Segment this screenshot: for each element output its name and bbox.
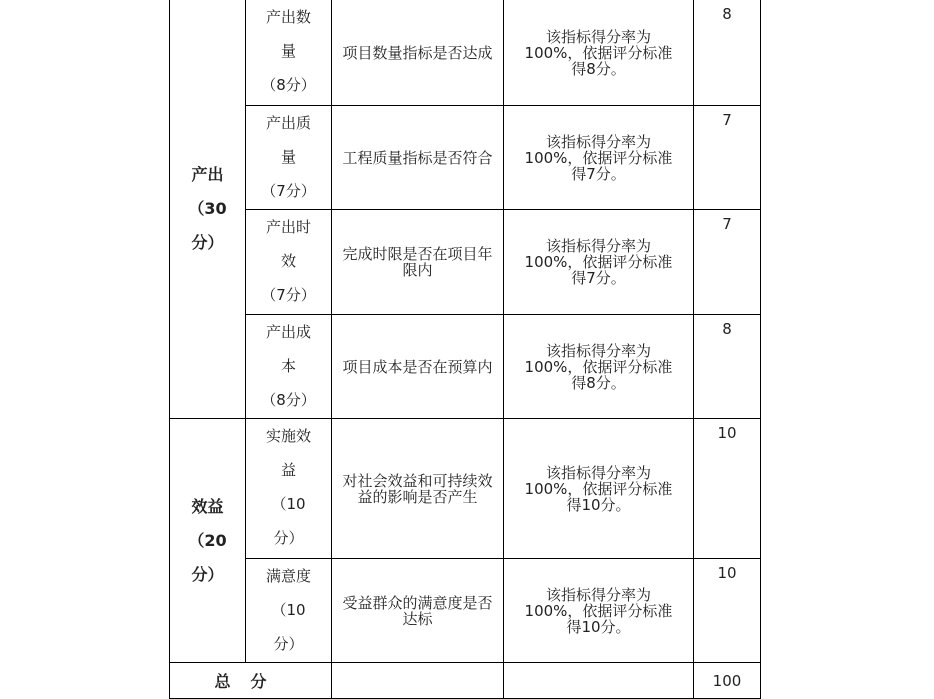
indicator-cell: 受益群众的满意度是否达标 — [332, 559, 504, 663]
subcategory-cell — [246, 106, 332, 210]
category-output-cell — [170, 0, 246, 419]
subcategory-cell — [246, 419, 332, 559]
standard-line: 该指标得分率为 — [545, 132, 651, 151]
subcategory-line: 实施效 — [265, 427, 311, 445]
standard-line: 100%，依据评分标准 — [524, 601, 673, 620]
standard-line: 100%，依据评分标准 — [524, 148, 673, 167]
standard-cell — [504, 210, 694, 315]
table-row — [170, 419, 761, 559]
total-row — [170, 663, 761, 699]
category-suffix: 分） — [191, 233, 224, 252]
table-row — [170, 559, 761, 663]
subcategory-line: （7分） — [261, 286, 316, 304]
indicator-cell: 对社会效益和可持续效益的影响是否产生 — [332, 419, 504, 559]
subcategory-cell — [246, 210, 332, 315]
indicator-cell: 项目数量指标是否达成 — [332, 0, 504, 106]
total-label: 总分 — [170, 663, 332, 699]
subcategory-line: 效 — [280, 252, 296, 270]
score-cell: 8 — [694, 315, 761, 419]
subcategory-line: （8分） — [261, 391, 316, 409]
score-cell: 7 — [694, 210, 761, 315]
standard-cell — [504, 419, 694, 559]
standard-line: 100%，依据评分标准 — [524, 253, 673, 271]
standard-line: 该指标得分率为 — [545, 585, 651, 604]
score-cell: 8 — [694, 0, 761, 106]
standard-line: 该指标得分率为 — [545, 341, 651, 360]
table-row — [170, 315, 761, 419]
subcategory-line: （10 — [271, 601, 306, 619]
category-points: （20 — [188, 530, 227, 550]
subcategory-line: 量 — [280, 42, 296, 60]
standard-cell — [504, 315, 694, 419]
standard-line: 100%，依据评分标准 — [524, 43, 673, 62]
indicator-cell: 项目成本是否在预算内 — [332, 315, 504, 419]
standard-line: 得7分。 — [571, 164, 626, 183]
category-suffix: 分） — [191, 564, 224, 584]
subcategory-line: 产出时 — [265, 218, 311, 236]
subcategory-line: 产出成 — [265, 323, 311, 341]
score-cell: 10 — [694, 559, 761, 663]
category-points: （30 — [188, 199, 227, 218]
total-score: 100 — [694, 663, 761, 699]
standard-line: 该指标得分率为 — [545, 27, 651, 46]
subcategory-line: （7分） — [261, 182, 316, 200]
score-cell: 10 — [694, 419, 761, 559]
indicator-cell: 工程质量指标是否符合 — [332, 106, 504, 210]
total-empty-cell — [332, 663, 504, 699]
subcategory-line: （8分） — [261, 76, 316, 94]
subcategory-line: 量 — [280, 148, 296, 166]
subcategory-cell — [246, 315, 332, 419]
standard-line: 100%，依据评分标准 — [524, 357, 673, 376]
subcategory-cell — [246, 559, 332, 663]
subcategory-line: 产出质 — [265, 114, 311, 132]
subcategory-line: 产出数 — [265, 8, 311, 26]
standard-cell — [504, 559, 694, 663]
subcategory-line: （10 — [271, 495, 306, 513]
standard-cell — [504, 106, 694, 210]
category-benefit-cell — [170, 419, 246, 663]
score-cell: 7 — [694, 106, 761, 210]
subcategory-line: 满意度 — [265, 567, 311, 585]
subcategory-line: 分） — [273, 635, 304, 653]
standard-line: 得7分。 — [571, 269, 626, 287]
standard-line: 得8分。 — [571, 59, 626, 78]
standard-line: 得8分。 — [571, 373, 626, 392]
subcategory-line: 分） — [273, 529, 304, 547]
score-table — [169, 0, 761, 699]
subcategory-line: 益 — [280, 461, 296, 479]
standard-cell — [504, 0, 694, 106]
standard-line: 该指标得分率为 — [545, 463, 651, 482]
subcategory-cell — [246, 0, 332, 106]
standard-line: 得10分。 — [566, 495, 631, 514]
standard-line: 得10分。 — [566, 617, 631, 636]
category-name: 效益 — [191, 496, 224, 516]
indicator-cell: 完成时限是否在项目年限内 — [332, 210, 504, 315]
table-row — [170, 210, 761, 315]
table-row — [170, 0, 761, 106]
standard-line: 100%，依据评分标准 — [524, 479, 673, 498]
category-name: 产出 — [191, 165, 224, 184]
total-empty-cell — [504, 663, 694, 699]
subcategory-line: 本 — [280, 357, 296, 375]
standard-line: 该指标得分率为 — [545, 237, 651, 255]
table-row — [170, 106, 761, 210]
